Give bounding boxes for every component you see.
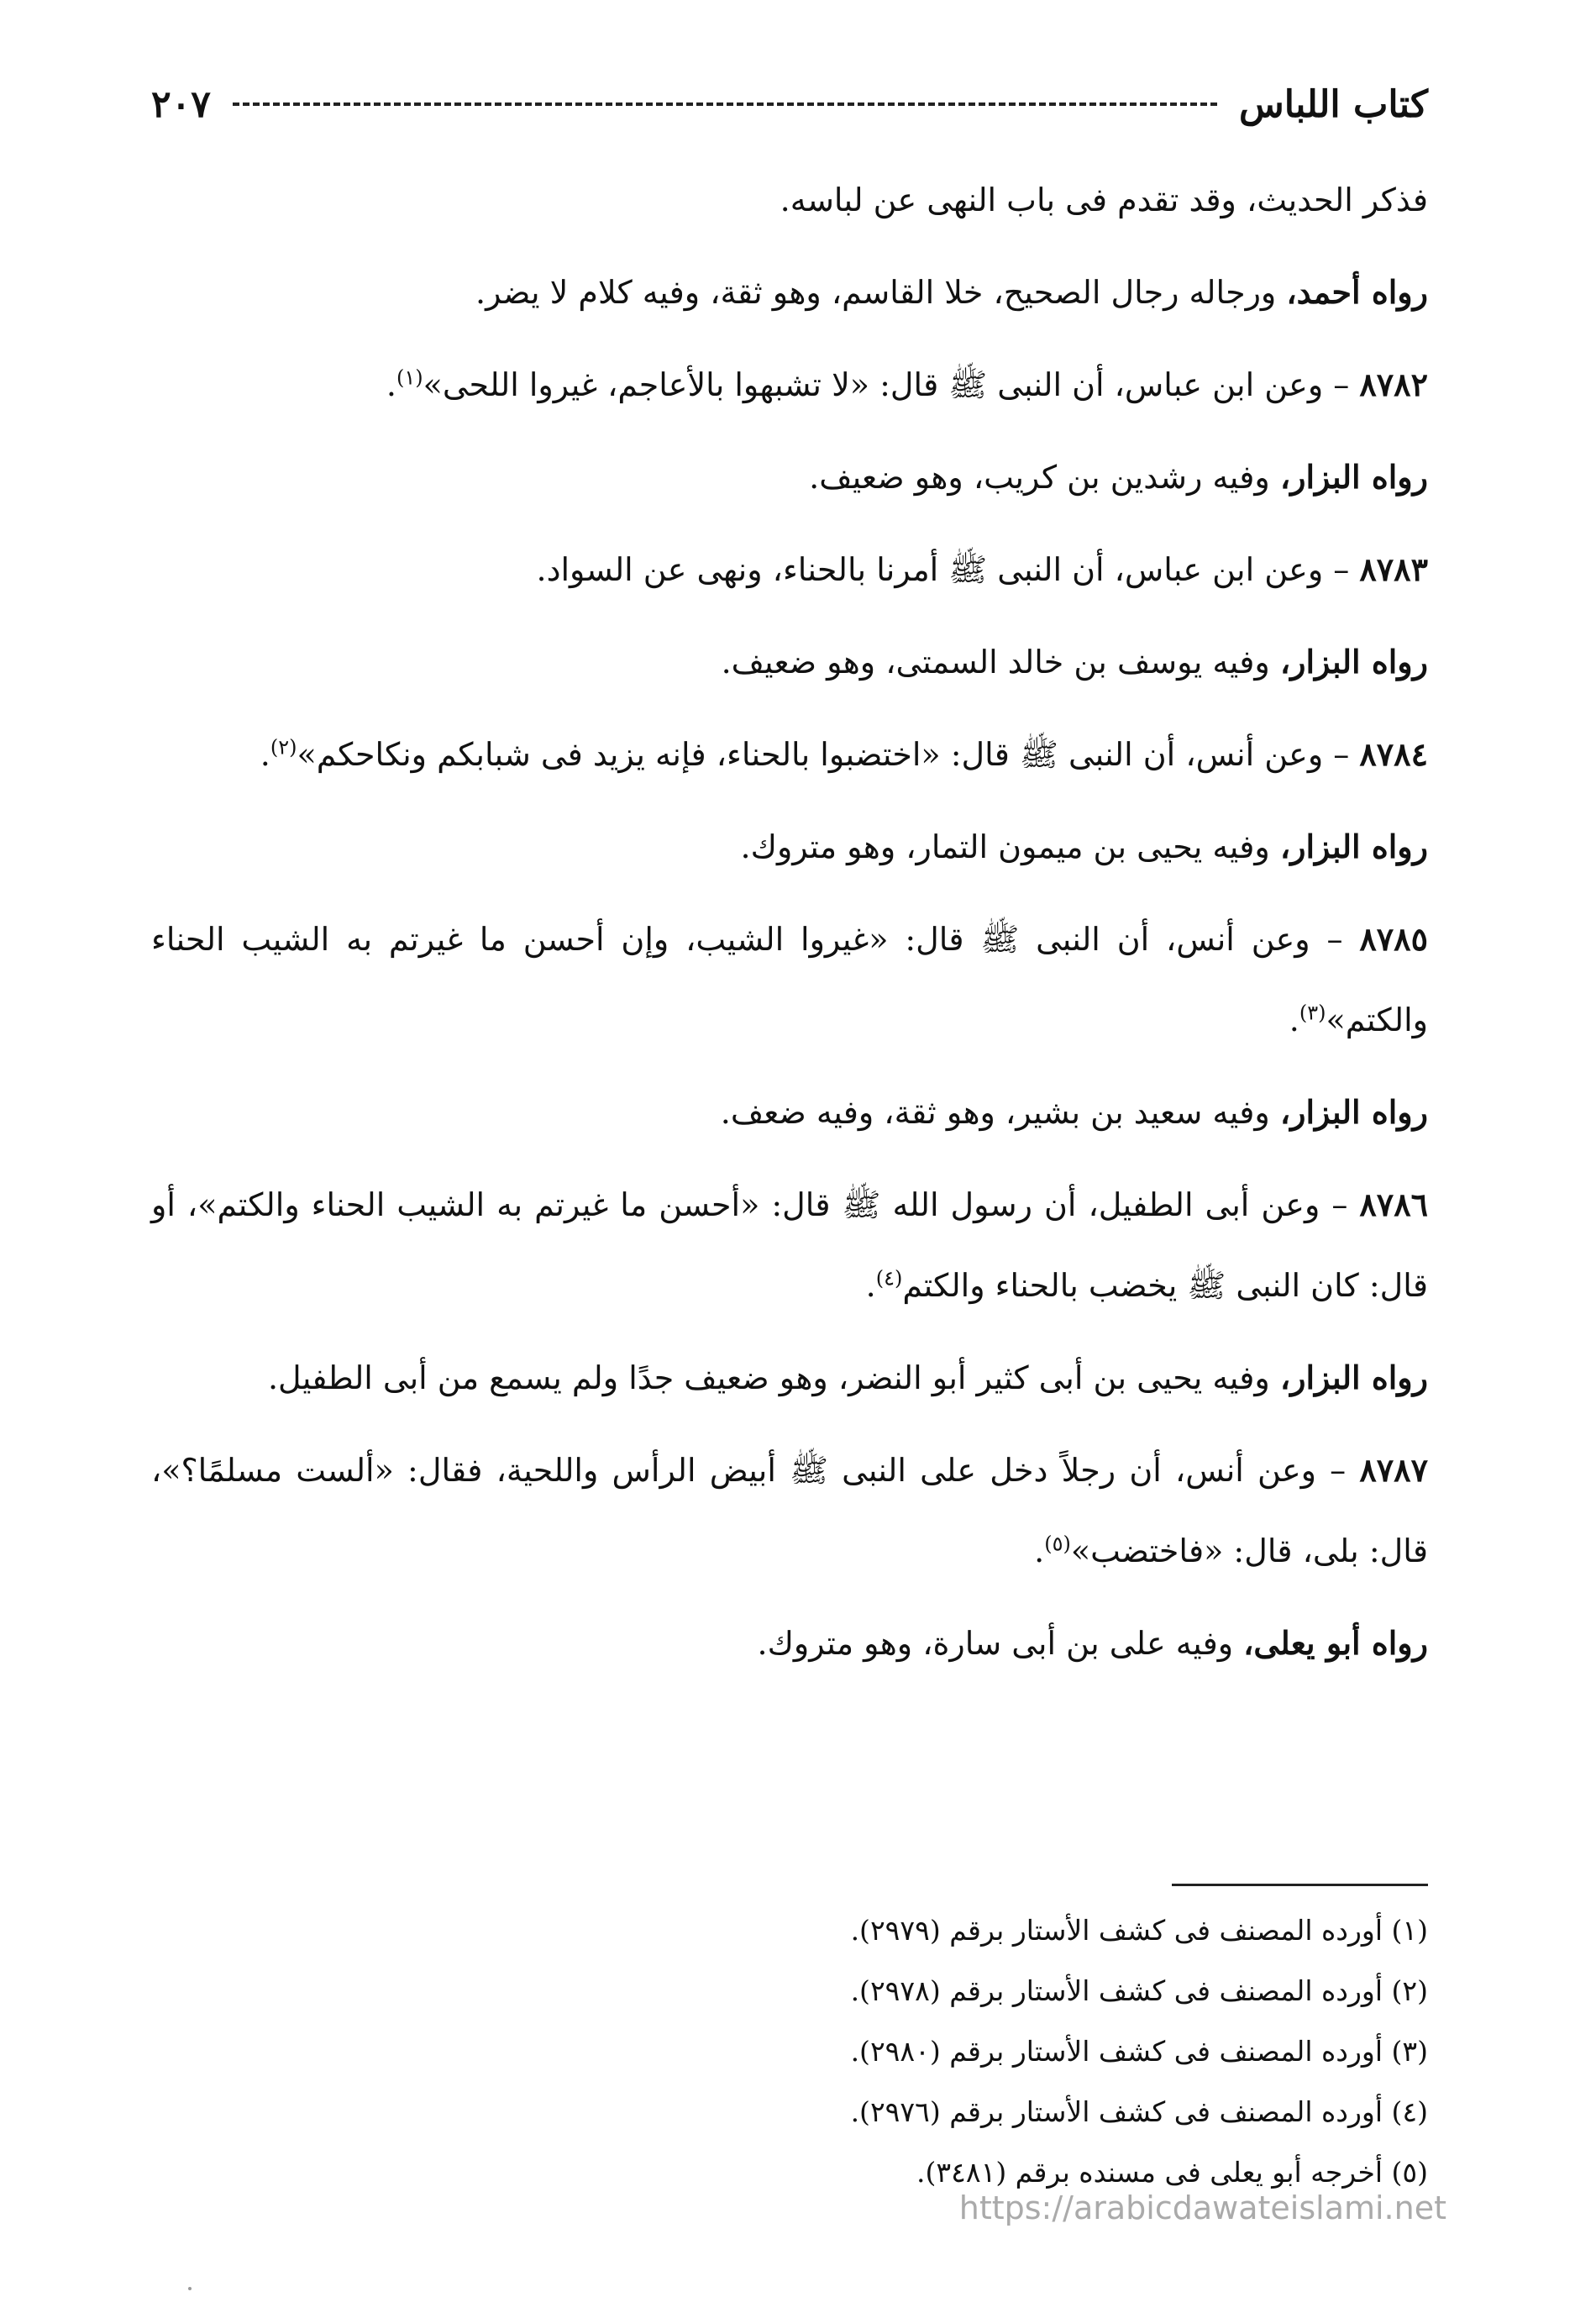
narrator-lead: رواه البزار، <box>1279 828 1428 865</box>
header-dashed-rule <box>233 102 1217 106</box>
main-text <box>151 160 1428 1695</box>
narrator-lead: رواه البزار، <box>1279 1093 1428 1131</box>
hadith-text: – وعن أنس، أن رجلاً دخل على النبى ﷺ أبيض الرأس واللحية، فقال: «ألست مسلمًا؟»، قال: بلى، قال: «فاختضب» <box>151 1452 1428 1569</box>
chapter-title: كتاب اللباس <box>1239 82 1428 126</box>
scan-speck <box>188 2287 192 2290</box>
footnote-1: (١) أورده المصنف فى كشف الأستار برقم (٢٩٧٩). <box>850 1914 1428 1947</box>
footnote-separator <box>1172 1884 1428 1886</box>
hadith-number: ٨٧٨٢ <box>1359 365 1428 403</box>
footnote-marker: (٥) <box>1044 1532 1071 1556</box>
paragraph-text: فذكر الحديث، وقد تقدم فى باب النهى عن لباسه. <box>780 181 1428 218</box>
footnote-marker: (١) <box>396 365 423 390</box>
narration-text: وفيه يحيى بن أبى كثير أبو النضر، وهو ضعيف جدًا ولم يسمع من أبى الطفيل. <box>267 1359 1280 1396</box>
footnote-3: (٣) أورده المصنف فى كشف الأستار برقم (٢٩٨٠). <box>850 2035 1428 2068</box>
sentence-end: . <box>865 1267 876 1304</box>
hadith-number: ٨٧٨٣ <box>1359 550 1428 588</box>
narration-note <box>151 1072 1428 1153</box>
hadith-entry <box>151 1164 1428 1326</box>
hadith-text: – وعن أبى الطفيل، أن رسول الله ﷺ قال: «أحسن ما غيرتم به الشيب الحناء والكتم»، أو قال: كان النبى ﷺ يخضب بالحناء والكتم <box>151 1186 1428 1304</box>
narration-note <box>151 1603 1428 1684</box>
hadith-text: – وعن ابن عباس، أن النبى ﷺ أمرنا بالحناء، ونهى عن السواد. <box>536 551 1360 588</box>
narration-text: ورجاله رجال الصحيح، خلا القاسم، وهو ثقة، وفيه كلام لا يضر. <box>475 274 1287 311</box>
hadith-text: – وعن أنس، أن النبى ﷺ قال: «اختضبوا بالحناء، فإنه يزيد فى شبابكم ونكاحكم» <box>297 736 1360 773</box>
narration-note <box>151 252 1428 333</box>
footnote-5: (٥) أخرجه أبو يعلى فى مسنده برقم (٣٤٨١). <box>916 2156 1428 2189</box>
narrator-lead: رواه البزار، <box>1279 643 1428 681</box>
narrator-lead: رواه البزار، <box>1279 1359 1428 1396</box>
hadith-number: ٨٧٨٤ <box>1359 735 1428 773</box>
hadith-text: – وعن ابن عباس، أن النبى ﷺ قال: «لا تشبهوا بالأعاجم، غيروا اللحى» <box>423 366 1360 403</box>
narration-text: وفيه سعيد بن بشير، وهو ثقة، وفيه ضعف. <box>720 1094 1280 1131</box>
narration-text: وفيه على بن أبى سارة، وهو متروك. <box>757 1625 1244 1662</box>
sentence-end: . <box>386 366 396 403</box>
hadith-entry <box>151 899 1428 1060</box>
narration-text: وفيه يحيى بن ميمون التمار، وهو متروك. <box>740 828 1280 865</box>
footnote-4: (٤) أورده المصنف فى كشف الأستار برقم (٢٩٧٦). <box>850 2095 1428 2128</box>
narration-note <box>151 1338 1428 1418</box>
hadith-entry <box>151 344 1428 425</box>
narrator-lead: رواه أبو يعلى، <box>1243 1624 1428 1662</box>
narration-text: وفيه رشدين بن كريب، وهو ضعيف. <box>809 459 1280 496</box>
footnote-marker: (٢) <box>270 735 297 760</box>
narration-note <box>151 437 1428 518</box>
narration-text: وفيه يوسف بن خالد السمتى، وهو ضعيف. <box>721 644 1280 681</box>
running-header <box>151 77 1428 131</box>
narration-note <box>151 807 1428 887</box>
sentence-end: . <box>1034 1532 1045 1569</box>
narrator-lead: رواه أحمد، <box>1286 273 1428 311</box>
footnote-marker: (٣) <box>1299 1001 1326 1025</box>
hadith-number: ٨٧٨٦ <box>1359 1185 1429 1223</box>
footnote-2: (٢) أورده المصنف فى كشف الأستار برقم (٢٩٧٨). <box>850 1974 1428 2007</box>
hadith-number: ٨٧٨٧ <box>1359 1451 1428 1489</box>
narration-note <box>151 622 1428 702</box>
website-watermark: https://arabicdawateislami.net <box>958 2189 1446 2226</box>
hadith-entry <box>151 529 1428 610</box>
sentence-end: . <box>260 736 270 773</box>
hadith-entry <box>151 1430 1428 1591</box>
footnote-marker: (٤) <box>875 1266 903 1290</box>
paragraph <box>151 160 1428 240</box>
page-number: ٢٠٧ <box>151 82 211 126</box>
footnotes <box>504 1900 1428 2203</box>
hadith-entry <box>151 714 1428 795</box>
hadith-text: – وعن أنس، أن النبى ﷺ قال: «غيروا الشيب، وإن أحسن ما غيرتم به الشيب الحناء والكتم» <box>151 921 1428 1038</box>
sentence-end: . <box>1289 1001 1299 1038</box>
narrator-lead: رواه البزار، <box>1279 458 1428 496</box>
hadith-number: ٨٧٨٥ <box>1359 920 1428 958</box>
